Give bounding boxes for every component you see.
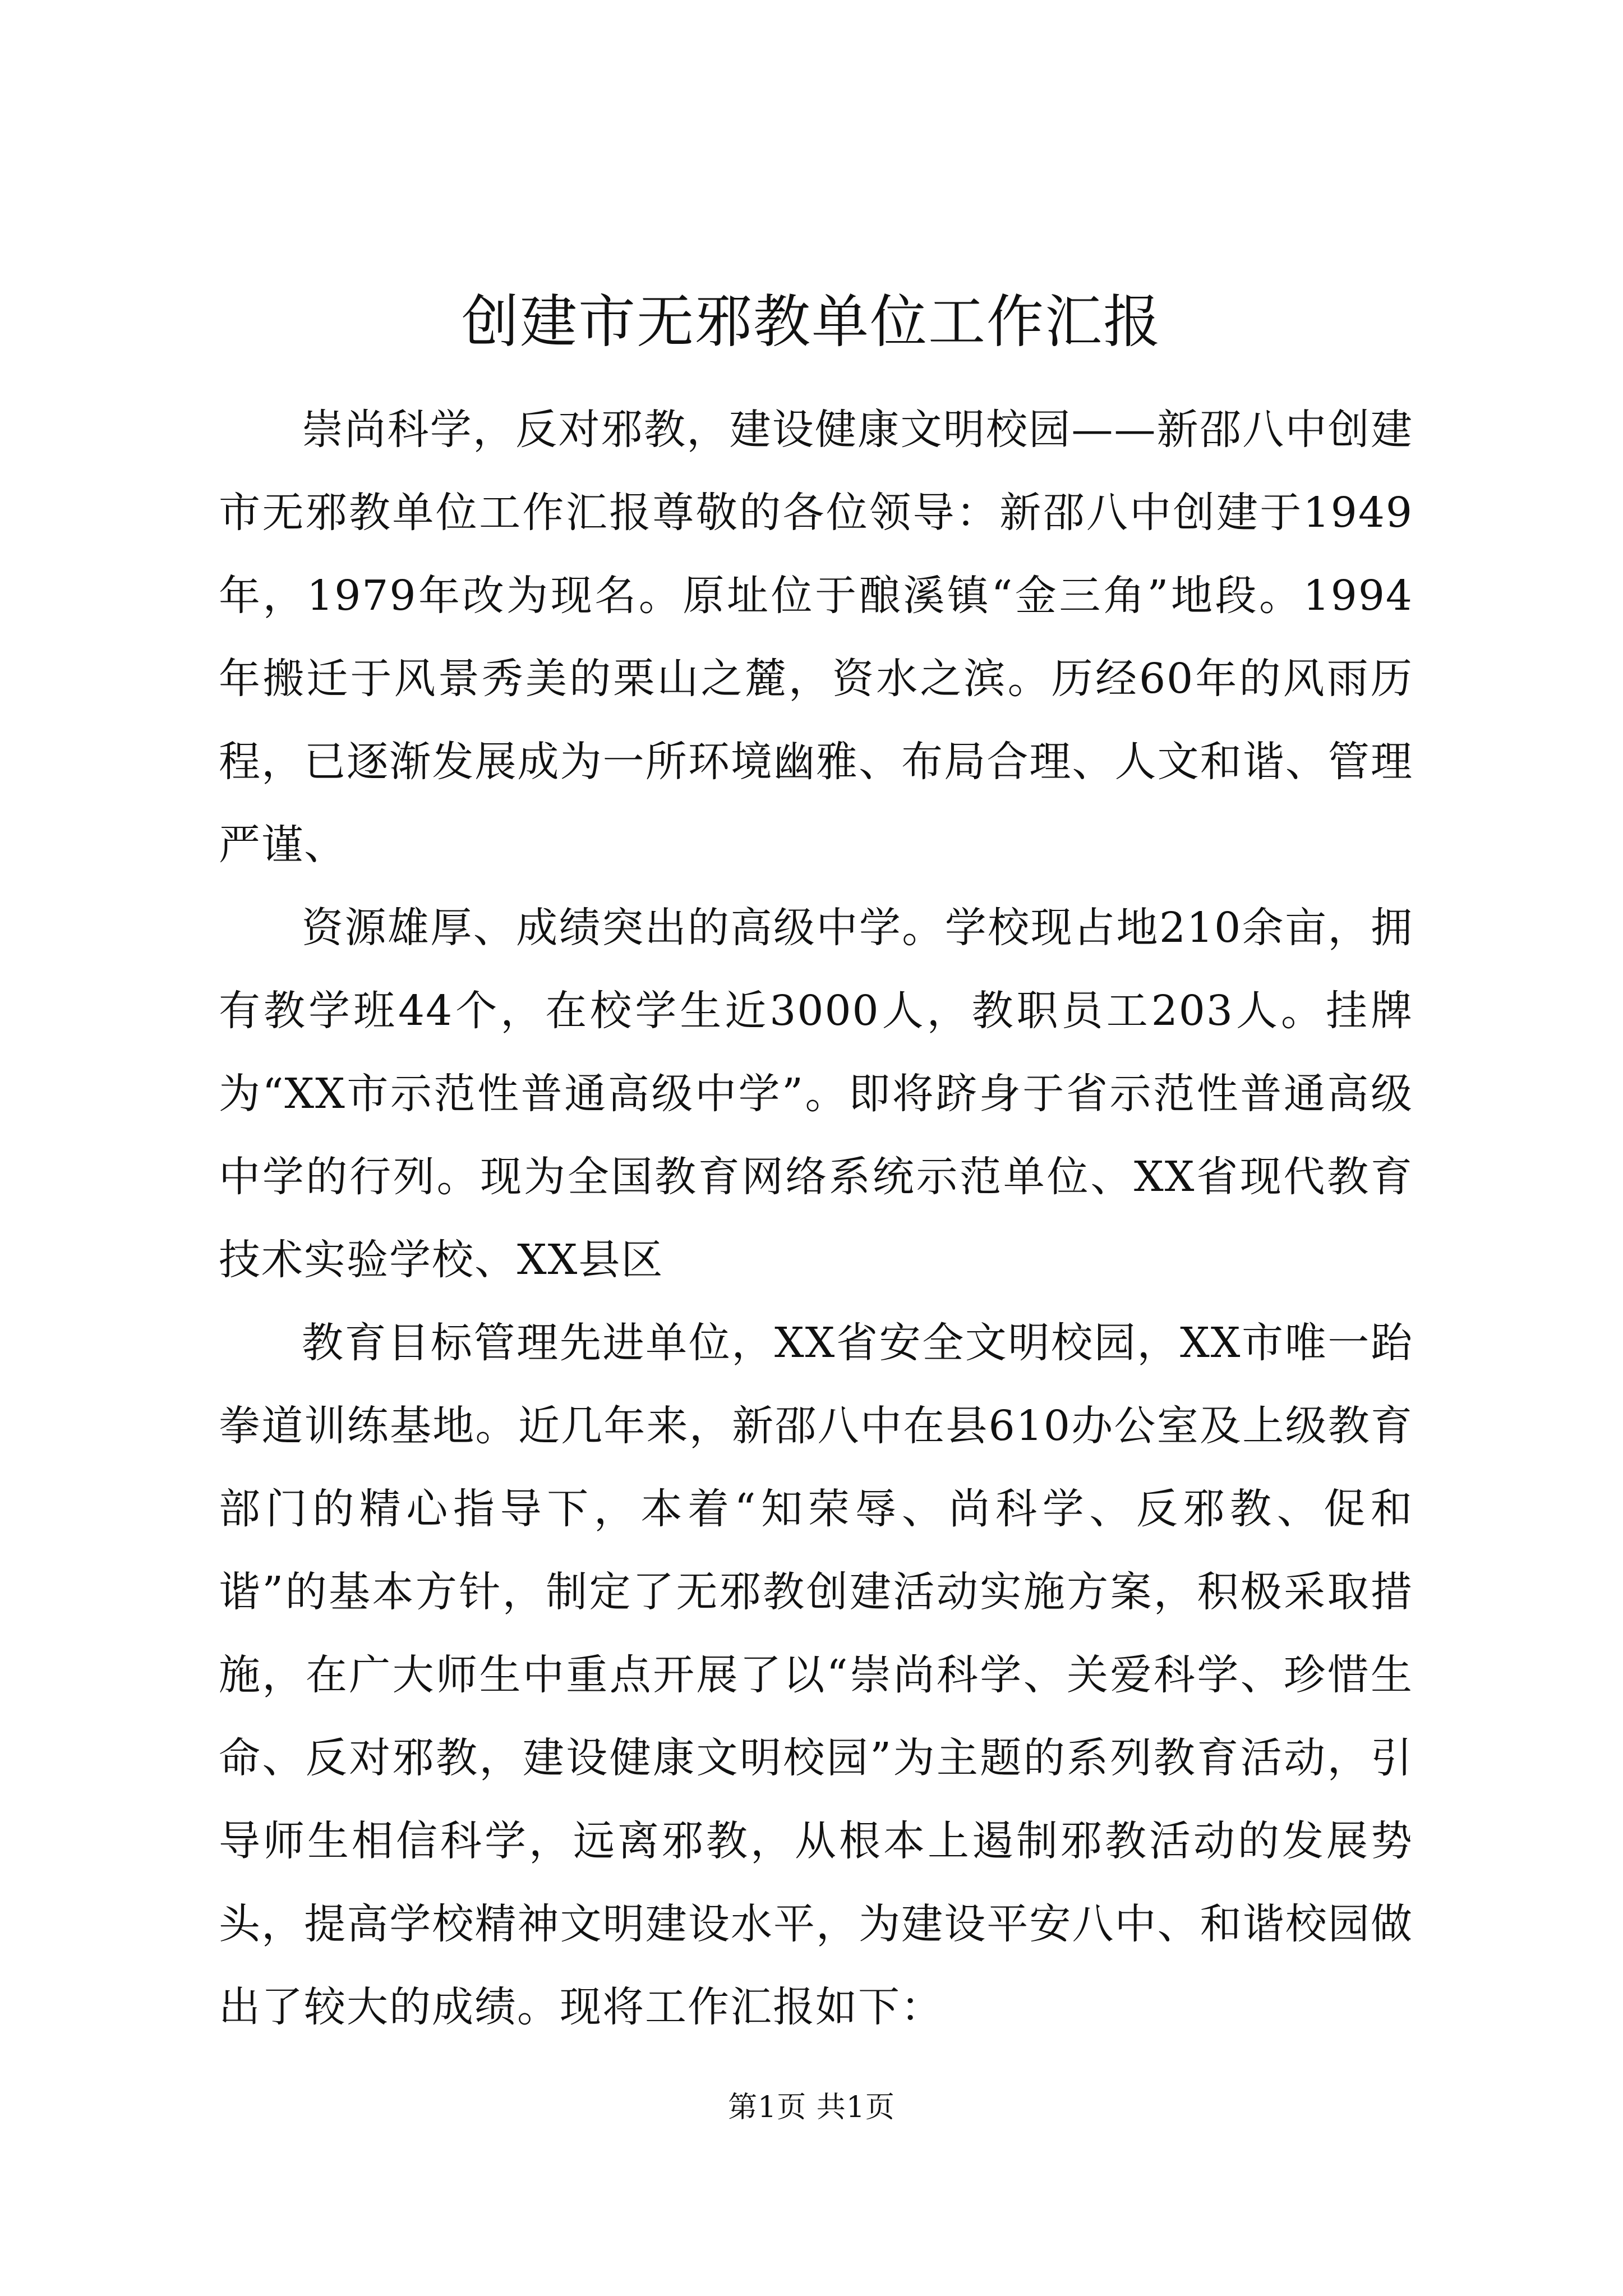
page-footer: 第1页 共1页 bbox=[728, 2091, 895, 2124]
document-title: 创建市无邪教单位工作汇报 bbox=[462, 289, 1161, 356]
paragraph-2: 资源雄厚、成绩突出的高级中学。学校现占地210余亩，拥有教学班44个，在校学生近3000人，教职员工203人。挂牌为“XX市示范性普通高级中学”。即将跻身于省示范性普通高级中学的行列。现为全国教育网络系统示范单位、XX省现代教育技术实验学校、XX县区 bbox=[219, 904, 1413, 1284]
document-body bbox=[219, 388, 1413, 2049]
paragraph-1: 崇尚科学，反对邪教，建设健康文明校园——新邵八中创建市无邪教单位工作汇报尊敬的各位领导：新邵八中创建于1949年，1979年改为现名。原址位于酿溪镇“金三角”地段。1994年搬迁于风景秀美的栗山之麓，资水之滨。历经60年的风雨历程，已逐渐发展成为一所环境幽雅、布局合理、人文和谐、管理严谨、 bbox=[219, 406, 1413, 869]
paragraph-3: 教育目标管理先进单位，XX省安全文明校园，XX市唯一跆拳道训练基地。近几年来，新邵八中在县610办公室及上级教育部门的精心指导下，本着“知荣辱、尚科学、反邪教、促和谐”的基本方针，制定了无邪教创建活动实施方案，积极采取措施，在广大师生中重点开展了以“崇尚科学、关爱科学、珍惜生命、反对邪教，建设健康文明校园”为主题的系列教育活动，引导师生相信科学，远离邪教，从根本上遏制邪教活动的发展势头，提高学校精神文明建设水平，为建设平安八中、和谐校园做出了较大的成绩。现将工作汇报如下： bbox=[219, 1319, 1413, 2031]
